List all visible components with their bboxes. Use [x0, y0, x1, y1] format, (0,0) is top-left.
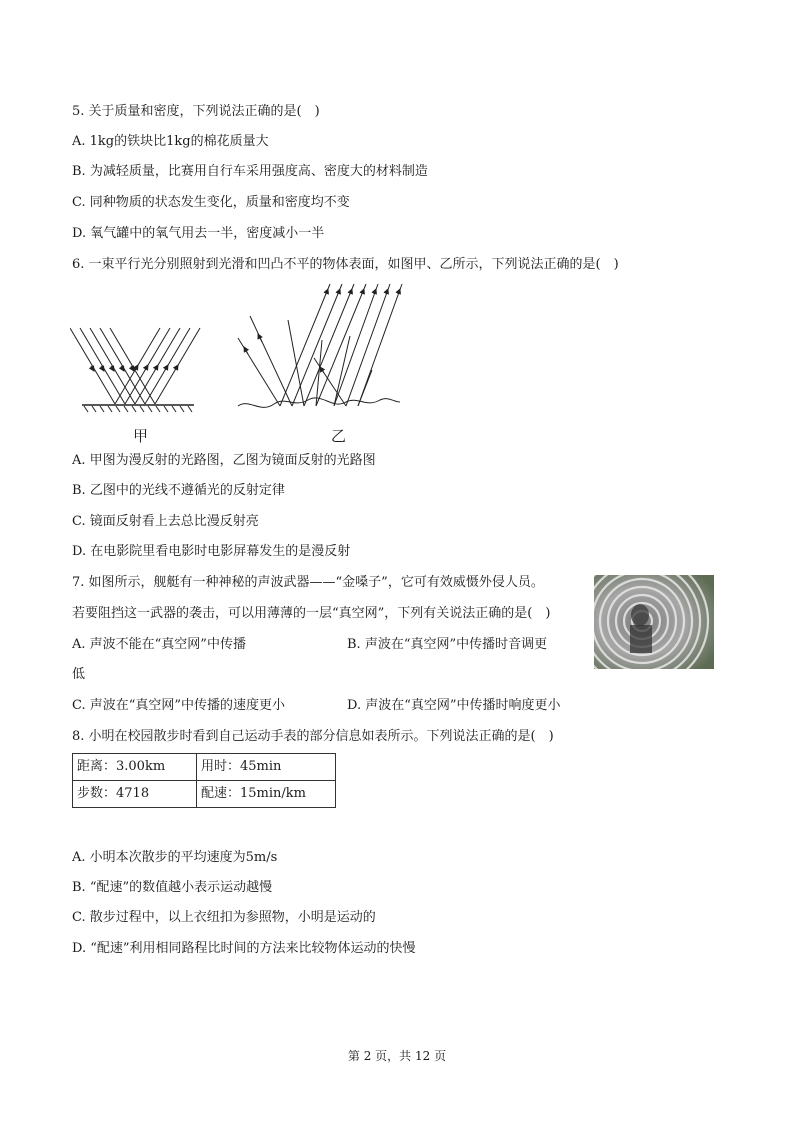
figure-b-label: 乙 — [331, 427, 347, 445]
q6-option-c: C. 镜面反射看上去总比漫反射亮 — [72, 514, 259, 529]
specular-reflection-figure — [70, 318, 206, 418]
q6-option-b: B. 乙图中的光线不遵循光的反射定律 — [72, 483, 285, 498]
q8-option-c: C. 散步过程中，以上衣纽扣为参照物，小明是运动的 — [72, 910, 376, 925]
q7-option-a: A. 声波不能在“真空网”中传播 — [72, 637, 246, 652]
q5-stem: 5. 关于质量和密度，下列说法正确的是( ) — [72, 104, 320, 119]
q6-option-d: D. 在电影院里看电影时电影屏幕发生的是漫反射 — [72, 544, 351, 559]
q7-stem-line2: 若要阻挡这一武器的袭击，可以用薄薄的一层“真空网”，下列有关说法正确的是( ) — [72, 606, 551, 621]
pace-cell: 配速：15min/km — [201, 786, 306, 801]
q7-stem-line1: 7. 如图所示，舰艇有一种神秘的声波武器——“金嗓子”，它可有效威慑外侵人员。 — [72, 575, 544, 590]
q5-option-d: D. 氧气罐中的氧气用去一半，密度减小一半 — [72, 226, 325, 241]
q8-stem: 8. 小明在校园散步时看到自己运动手表的部分信息如表所示。下列说法正确的是( ) — [72, 729, 554, 744]
q5-option-b: B. 为减轻质量，比赛用自行车采用强度高、密度大的材料制造 — [72, 164, 428, 179]
watch-info-table — [72, 753, 336, 808]
q7-option-d: D. 声波在“真空网”中传播时响度更小 — [347, 698, 561, 713]
q5-option-c: C. 同种物质的状态发生变化，质量和密度均不变 — [72, 195, 350, 210]
q6-stem: 6. 一束平行光分别照射到光滑和凹凸不平的物体表面，如图甲、乙所示，下列说法正确的是( ) — [72, 257, 619, 272]
time-cell: 用时：45min — [201, 759, 282, 774]
q7-option-b: B. 声波在“真空网”中传播时音调更 — [347, 637, 548, 652]
q8-option-d: D. “配速”利用相同路程比时间的方法来比较物体运动的快慢 — [72, 941, 416, 956]
q8-option-b: B. “配速”的数值越小表示运动越慢 — [72, 880, 273, 895]
q6-option-a: A. 甲图为漫反射的光路图，乙图为镜面反射的光路图 — [72, 453, 376, 468]
figure-a-label: 甲 — [133, 427, 149, 445]
diffuse-reflection-figure — [232, 280, 406, 420]
steps-cell: 步数：4718 — [77, 786, 150, 801]
sonic-weapon-photo — [594, 575, 714, 669]
q8-option-a: A. 小明本次散步的平均速度为5m/s — [72, 850, 278, 865]
q5-option-a: A. 1kg的铁块比1kg的棉花质量大 — [72, 134, 269, 149]
page-footer: 第 2 页，共 12 页 — [347, 1049, 447, 1063]
distance-cell: 距离：3.00km — [77, 759, 166, 774]
q7-option-b-continued: 低 — [72, 667, 86, 682]
q7-option-c: C. 声波在“真空网”中传播的速度更小 — [72, 698, 286, 713]
